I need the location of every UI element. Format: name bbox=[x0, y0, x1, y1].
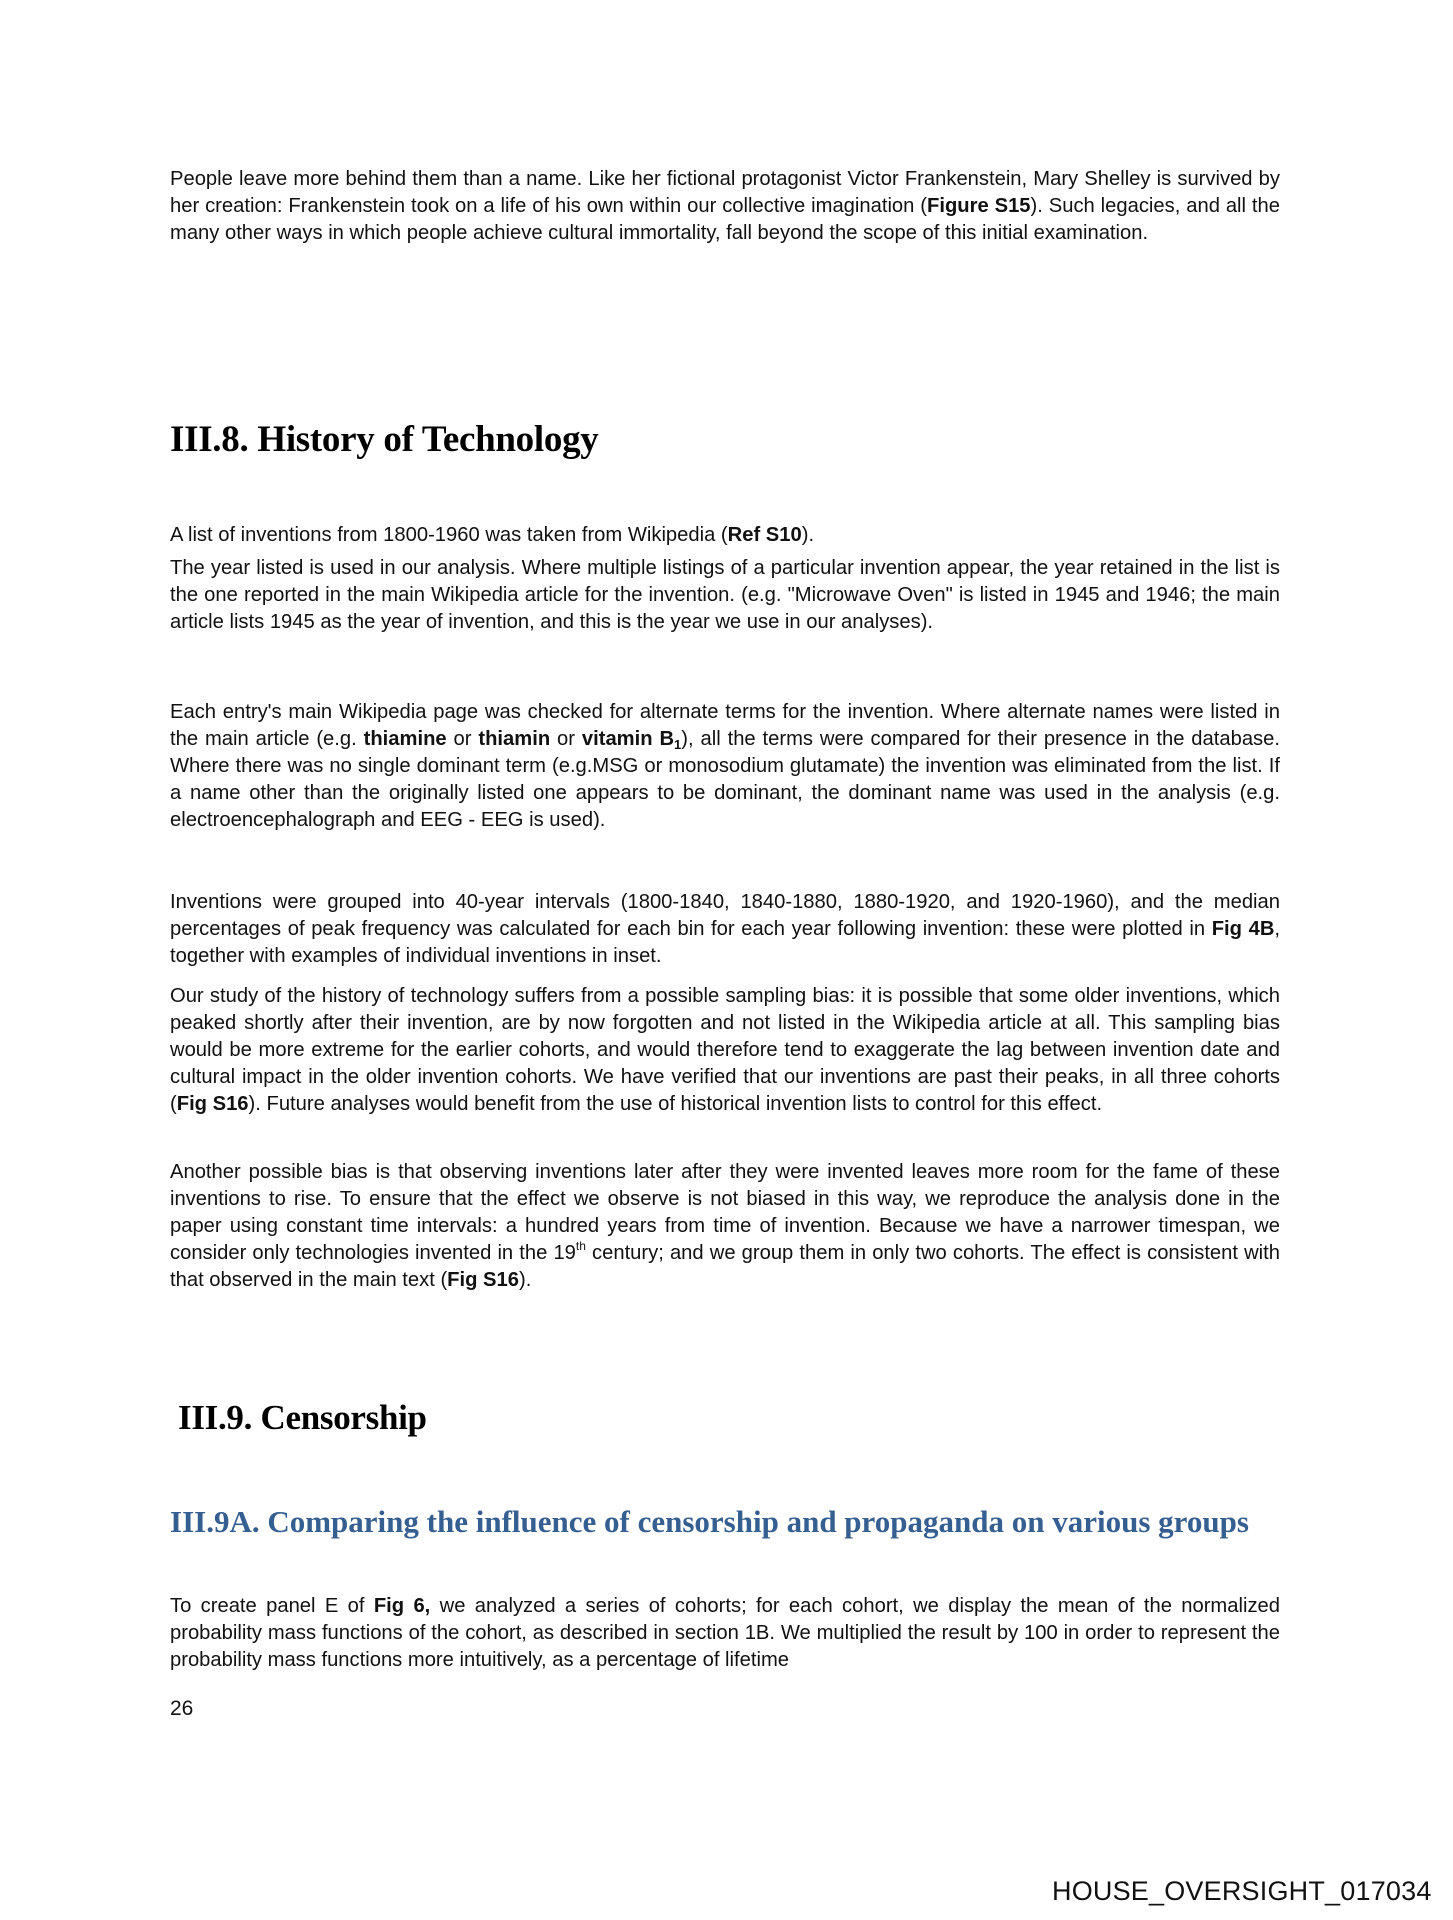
text-run: or bbox=[446, 728, 479, 750]
text-run: Our study of the history of technology suffers from a possible sampling bias: it is possible that some older inventions, which peaked shortly after their invention, are by now forgotten and not listed in the Wikipedia article at all. This sampling bias would be more extreme for the earlier cohorts, and would therefore tend to exaggerate the lag between invention date and cultural impact in the older invention cohorts. We have verified that our inventions are past their peaks, in all three cohorts ( bbox=[170, 985, 1280, 1115]
text-run: century; and we group them in only two cohorts. The effect is consistent with that observed in the main text ( bbox=[170, 1242, 1281, 1291]
history-paragraph-5 bbox=[170, 983, 1280, 1118]
history-paragraph-3-block bbox=[170, 699, 1280, 834]
figure-reference: Fig 4B bbox=[1211, 918, 1275, 940]
term-vitamin-b1 bbox=[582, 728, 681, 750]
term-thiamin: thiamin bbox=[478, 728, 551, 750]
text-run: A list of inventions from 1800-1960 was taken from Wikipedia ( bbox=[170, 524, 728, 546]
history-paragraph-1-block bbox=[170, 522, 1280, 549]
section-heading-censorship: III.9. Censorship bbox=[178, 1398, 427, 1437]
figure-reference: Figure S15 bbox=[927, 195, 1031, 217]
history-paragraph-4-block bbox=[170, 889, 1280, 970]
history-paragraph-1 bbox=[170, 522, 1280, 549]
censorship-paragraph-1-block bbox=[170, 1593, 1280, 1674]
text-run: ). Such legacies, and all the many other ways in which people achieve cultural immortality, fall beyond the scope of this initial examination. bbox=[170, 195, 1280, 244]
text-run: Inventions were grouped into 40-year intervals (1800-1840, 1840-1880, 1880-1920, and 1920-1960), and the median percentages of peak frequency was calculated for each bin for each year following invention: these were plotted in bbox=[170, 891, 1280, 940]
subsection-heading-censorship-propaganda: III.9A. Comparing the influence of censorship and propaganda on various groups bbox=[170, 1504, 1249, 1539]
section-history-heading-block bbox=[170, 420, 1280, 460]
text-run: vitamin B bbox=[581, 728, 675, 750]
text-run: To create panel E of bbox=[170, 1595, 374, 1617]
history-paragraph-6 bbox=[170, 1159, 1280, 1294]
subscript: 1 bbox=[674, 737, 682, 752]
page-number: 26 bbox=[170, 1697, 194, 1720]
section-heading-history-of-technology: III.8. History of Technology bbox=[170, 419, 599, 460]
figure-reference: Fig S16 bbox=[176, 1093, 249, 1115]
text-run: Each entry's main Wikipedia page was checked for alternate terms for the invention. Where alternate names were listed in the main article (e.g. bbox=[170, 701, 1280, 750]
subsection-heading-block bbox=[170, 1505, 1280, 1538]
text-run: ). Future analyses would benefit from the use of historical invention lists to control for this effect. bbox=[248, 1093, 1103, 1115]
text-run: ). bbox=[518, 1269, 532, 1291]
text-run: Another possible bias is that observing inventions later after they were invented leaves more room for the fame of these inventions to rise. To ensure that the effect we observe is not biased in this way, we reproduce the analysis done in the paper using constant time intervals: a hundred years from time of invention. Because we have a narrower timespan, we consider only technologies invented in the 19 bbox=[170, 1161, 1280, 1264]
history-paragraph-4 bbox=[170, 889, 1280, 970]
superscript: th bbox=[575, 1239, 586, 1253]
history-paragraph-5-block bbox=[170, 983, 1280, 1118]
history-paragraph-3 bbox=[170, 699, 1280, 834]
text-run: People leave more behind them than a name. Like her fictional protagonist Victor Frankenstein, Mary Shelley is survived by her creation: Frankenstein took on a life of his own within our collective imagination ( bbox=[170, 168, 1280, 217]
section-censorship-heading-block bbox=[178, 1398, 1288, 1438]
text-run: or bbox=[550, 728, 582, 750]
intro-paragraph-block bbox=[170, 166, 1280, 247]
text-run: ). bbox=[801, 524, 815, 546]
text-run: , together with examples of individual inventions in inset. bbox=[170, 918, 1281, 967]
history-paragraph-2-block bbox=[170, 555, 1280, 636]
text-run: ), all the terms were compared for their presence in the database. Where there was no single dominant term (e.g.MSG or monosodium glutamate) the invention was eliminated from the list. If a name other than the originally listed one appears to be dominant, the dominant name was used in the analysis (e.g. electroencephalograph and EEG - EEG is used). bbox=[170, 728, 1280, 831]
censorship-paragraph-1 bbox=[170, 1593, 1280, 1674]
figure-reference: Fig 6, bbox=[373, 1595, 431, 1617]
term-thiamine: thiamine bbox=[363, 728, 447, 750]
intro-paragraph bbox=[170, 166, 1280, 247]
bates-number: HOUSE_OVERSIGHT_017034 bbox=[1052, 1876, 1432, 1906]
history-paragraph-2: The year listed is used in our analysis. Where multiple listings of a particular invention appear, the year retained in the list is the one reported in the main Wikipedia article for the invention. (e.g. "Microwave Oven" is listed in 1945 and 1946; the main article lists 1945 as the year of invention, and this is the year we use in our analyses). bbox=[170, 557, 1280, 633]
text-run: we analyzed a series of cohorts; for each cohort, we display the mean of the normalized probability mass functions of the cohort, as described in section 1B. We multiplied the result by 100 in order to represent the probability mass functions more intuitively, as a percentage of lifetime bbox=[170, 1595, 1280, 1671]
reference-citation: Ref S10 bbox=[727, 524, 802, 546]
history-paragraph-6-block bbox=[170, 1159, 1280, 1294]
figure-reference: Fig S16 bbox=[447, 1269, 519, 1291]
